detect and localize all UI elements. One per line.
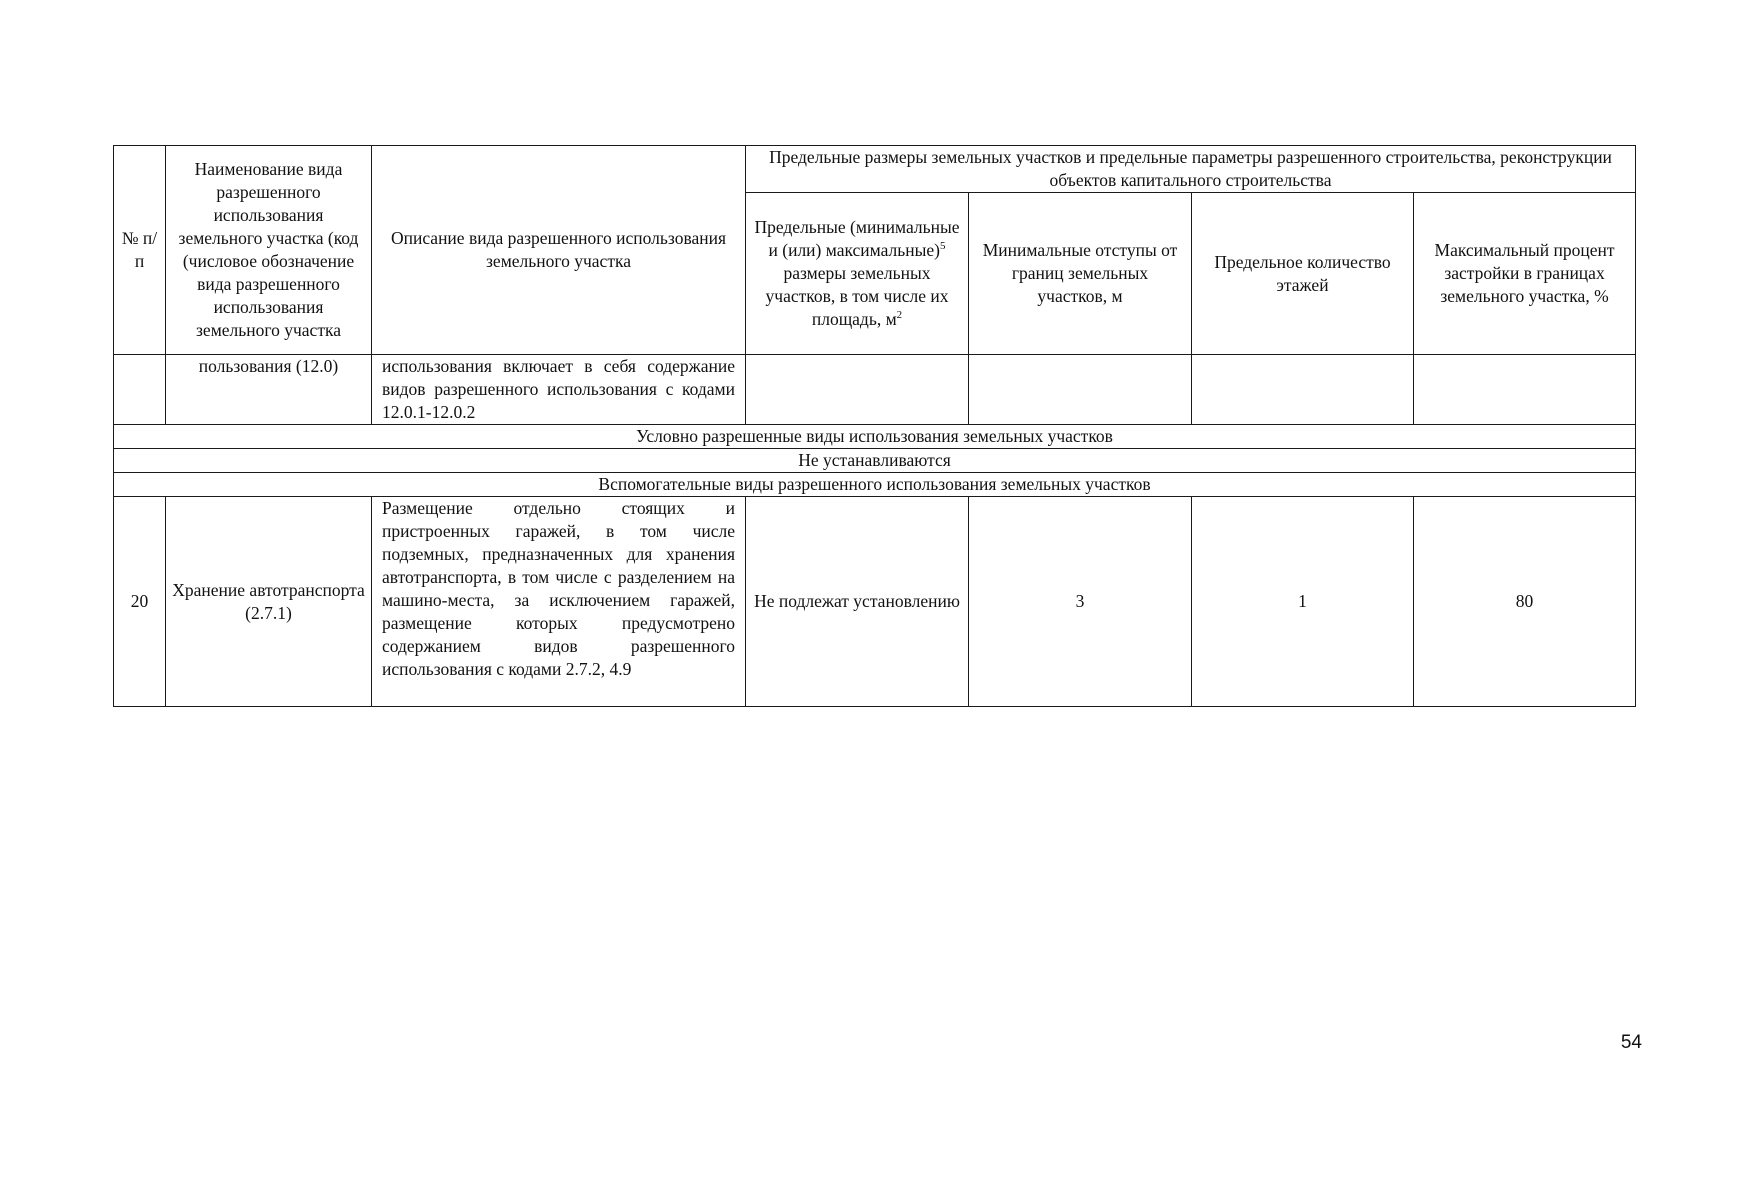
header-description: Описание вида разрешенного использования земельного участка (372, 146, 746, 355)
land-use-table (113, 145, 1636, 707)
header-limits-group: Предельные размеры земельных участков и предельные параметры разрешенного строительства, реконструкции объектов капитального строительства (746, 146, 1636, 193)
cell-number: 20 (114, 497, 166, 707)
header-floors: Предельное количество этажей (1192, 193, 1414, 355)
header-name: Наименование вида разрешенного использования земельного участка (код (числовое обозначение вида разрешенного использования земельного участка (166, 146, 372, 355)
cell-description: использования включает в себя содержание видов разрешенного использования с кодами 12.0.1-12.0.2 (372, 355, 746, 425)
cell-coverage (1414, 355, 1636, 425)
cell-setbacks (969, 355, 1192, 425)
header-number: № п/п (114, 146, 166, 355)
cell-coverage: 80 (1414, 497, 1636, 707)
page-number: 54 (1620, 1032, 1642, 1053)
section-conditional-note: Не устанавливаются (114, 449, 1636, 473)
cell-plot-size: Не подлежат установлению (746, 497, 969, 707)
cell-plot-size (746, 355, 969, 425)
cell-floors: 1 (1192, 497, 1414, 707)
cell-name: пользования (12.0) (166, 355, 372, 425)
header-plot-size-text-2: размеры земельных участков, в том числе их площадь, м (765, 263, 949, 329)
table-row (114, 497, 1636, 707)
table-row (114, 355, 1636, 425)
header-coverage: Максимальный процент застройки в границах земельного участка, % (1414, 193, 1636, 355)
header-plot-size (746, 193, 969, 355)
cell-floors (1192, 355, 1414, 425)
cell-number (114, 355, 166, 425)
section-auxiliary-heading: Вспомогательные виды разрешенного использования земельных участков (114, 473, 1636, 497)
section-conditional-heading: Условно разрешенные виды использования земельных участков (114, 425, 1636, 449)
header-setbacks: Минимальные отступы от границ земельных участков, м (969, 193, 1192, 355)
footnote-marker: 5 (939, 240, 946, 253)
header-plot-size-text: Предельные (минимальные и (или) максимальные) (754, 217, 960, 260)
cell-name: Хранение автотранспорта (2.7.1) (166, 497, 372, 707)
cell-description: Размещение отдельно стоящих и пристроенных гаражей, в том числе подземных, предназначенных для хранения автотранспорта, в том числе с разделением на машино-места, за исключением гаражей, размещение которых предусмотрено содержанием видов разрешенного использования с кодами 2.7.2, 4.9 (372, 497, 746, 707)
cell-setbacks: 3 (969, 497, 1192, 707)
unit-exponent: 2 (896, 309, 903, 322)
